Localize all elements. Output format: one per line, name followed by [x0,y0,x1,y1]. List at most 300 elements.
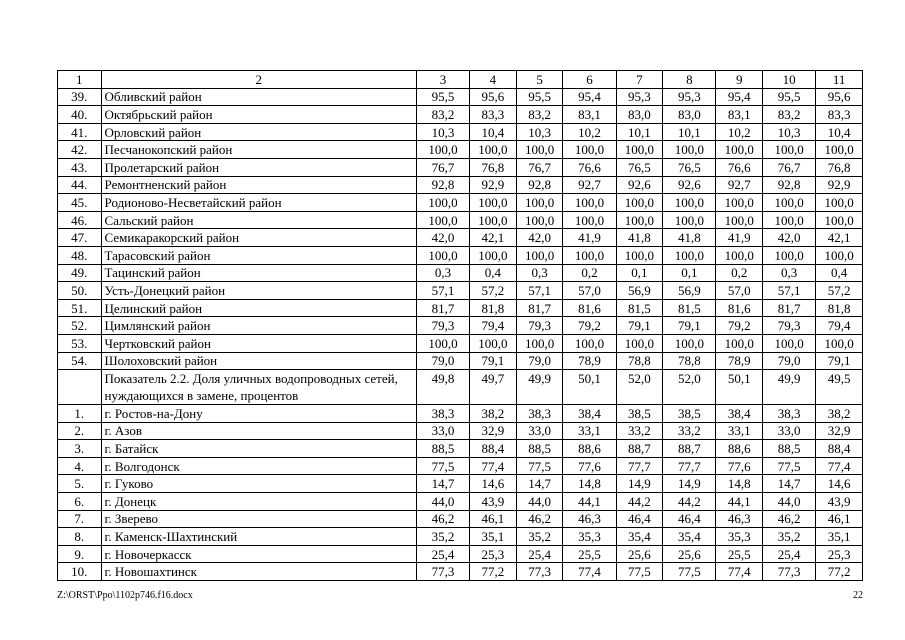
row-number: 2. [58,422,102,440]
value-cell: 0,1 [616,264,663,282]
value-cell: 79,3 [516,317,563,335]
value-cell: 79,0 [516,352,563,370]
value-cell: 76,7 [516,158,563,176]
value-cell: 100,0 [763,141,816,159]
value-cell: 38,4 [563,405,616,423]
value-cell: 88,5 [516,440,563,458]
value-cell: 100,0 [716,211,763,229]
table-row [58,229,863,247]
value-cell: 79,0 [416,352,469,370]
table-body [58,71,863,581]
row-name: Ремонтненский район [101,176,416,194]
value-cell: 81,5 [663,299,716,317]
value-cell: 76,5 [616,158,663,176]
header-cell: 7 [616,71,663,89]
row-number: 41. [58,123,102,141]
header-cell: 8 [663,71,716,89]
table-row [58,475,863,493]
header-cell: 5 [516,71,563,89]
row-number: 3. [58,440,102,458]
footer-file-path: Z:\ORST\Ppo\1102p746.f16.docx [57,590,193,601]
value-cell: 44,0 [763,493,816,511]
value-cell: 100,0 [516,246,563,264]
table-header-row [58,71,863,89]
value-cell: 25,3 [816,545,863,563]
row-name: Усть-Донецкий район [101,282,416,300]
value-cell: 100,0 [616,141,663,159]
value-cell: 14,9 [616,475,663,493]
value-cell: 44,0 [416,493,469,511]
value-cell: 43,9 [816,493,863,511]
value-cell: 92,6 [663,176,716,194]
value-cell: 57,2 [470,282,517,300]
value-cell: 78,8 [663,352,716,370]
value-cell: 41,9 [716,229,763,247]
value-cell: 38,3 [516,405,563,423]
value-cell: 100,0 [763,334,816,352]
value-cell: 95,3 [663,88,716,106]
table-row [58,440,863,458]
value-cell: 100,0 [816,211,863,229]
header-cell: 10 [763,71,816,89]
value-cell: 100,0 [816,334,863,352]
value-cell: 0,3 [516,264,563,282]
header-cell: 3 [416,71,469,89]
value-cell: 46,3 [716,510,763,528]
table-row [58,106,863,124]
value-cell: 42,0 [416,229,469,247]
value-cell: 57,1 [416,282,469,300]
value-cell: 44,2 [663,493,716,511]
value-cell: 25,6 [616,545,663,563]
row-name: Тацинский район [101,264,416,282]
value-cell: 77,4 [716,563,763,581]
row-name: г. Каменск-Шахтинский [101,528,416,546]
row-number: 44. [58,176,102,194]
value-cell: 100,0 [470,194,517,212]
row-name: Сальский район [101,211,416,229]
row-name: г. Новочеркасск [101,545,416,563]
value-cell: 100,0 [816,194,863,212]
value-cell: 14,9 [663,475,716,493]
value-cell: 25,6 [663,545,716,563]
value-cell: 33,2 [663,422,716,440]
value-cell: 35,3 [563,528,616,546]
value-cell: 76,5 [663,158,716,176]
value-cell: 25,3 [470,545,517,563]
value-cell: 92,8 [516,176,563,194]
row-name: г. Зверево [101,510,416,528]
value-cell: 92,8 [763,176,816,194]
row-number: 4. [58,457,102,475]
row-name: Цимлянский район [101,317,416,335]
value-cell: 46,2 [763,510,816,528]
value-cell: 77,3 [416,563,469,581]
value-cell: 14,8 [563,475,616,493]
value-cell: 33,1 [716,422,763,440]
row-number: 46. [58,211,102,229]
value-cell: 100,0 [563,246,616,264]
value-cell: 10,3 [416,123,469,141]
value-cell: 0,4 [816,264,863,282]
value-cell: 100,0 [563,334,616,352]
row-name: г. Батайск [101,440,416,458]
table-row [58,334,863,352]
value-cell: 10,2 [716,123,763,141]
value-cell: 100,0 [470,141,517,159]
value-cell: 81,7 [763,299,816,317]
value-cell: 46,3 [563,510,616,528]
value-cell: 95,4 [716,88,763,106]
value-cell: 33,2 [616,422,663,440]
value-cell: 0,2 [563,264,616,282]
value-cell: 100,0 [716,334,763,352]
value-cell: 14,6 [816,475,863,493]
value-cell: 81,5 [616,299,663,317]
value-cell: 41,8 [616,229,663,247]
value-cell: 83,0 [616,106,663,124]
value-cell: 81,6 [563,299,616,317]
header-cell: 4 [470,71,517,89]
value-cell: 83,1 [563,106,616,124]
value-cell: 100,0 [763,211,816,229]
value-cell: 57,0 [716,282,763,300]
value-cell: 81,7 [416,299,469,317]
value-cell: 46,2 [416,510,469,528]
value-cell: 42,0 [516,229,563,247]
value-cell: 38,2 [470,405,517,423]
row-name: г. Гуково [101,475,416,493]
value-cell: 100,0 [663,211,716,229]
value-cell: 50,1 [563,370,616,405]
value-cell: 57,0 [563,282,616,300]
value-cell: 100,0 [470,246,517,264]
value-cell: 77,4 [470,457,517,475]
value-cell: 100,0 [416,246,469,264]
value-cell: 57,1 [516,282,563,300]
table-row [58,194,863,212]
value-cell: 38,3 [763,405,816,423]
value-cell: 41,8 [663,229,716,247]
value-cell: 35,1 [816,528,863,546]
value-cell: 10,4 [470,123,517,141]
value-cell: 25,4 [516,545,563,563]
value-cell: 77,5 [416,457,469,475]
row-name: Шолоховский район [101,352,416,370]
value-cell: 92,8 [416,176,469,194]
value-cell: 25,5 [716,545,763,563]
value-cell: 100,0 [663,334,716,352]
value-cell: 33,0 [763,422,816,440]
row-name: Чертковский район [101,334,416,352]
value-cell: 57,1 [763,282,816,300]
value-cell: 77,6 [716,457,763,475]
value-cell: 38,5 [663,405,716,423]
value-cell: 83,2 [516,106,563,124]
table-row [58,405,863,423]
table-row [58,493,863,511]
value-cell: 0,4 [470,264,517,282]
value-cell: 44,2 [616,493,663,511]
table-row [58,123,863,141]
row-number: 5. [58,475,102,493]
value-cell: 83,1 [716,106,763,124]
row-number: 45. [58,194,102,212]
value-cell: 83,2 [416,106,469,124]
value-cell: 14,7 [516,475,563,493]
table-row [58,264,863,282]
row-number: 47. [58,229,102,247]
row-name: Родионово-Несветайский район [101,194,416,212]
value-cell: 10,3 [516,123,563,141]
value-cell: 0,3 [763,264,816,282]
value-cell: 35,4 [616,528,663,546]
row-name: г. Ростов-на-Дону [101,405,416,423]
value-cell: 100,0 [516,211,563,229]
value-cell: 92,9 [470,176,517,194]
value-cell: 25,5 [563,545,616,563]
value-cell: 14,6 [470,475,517,493]
value-cell: 77,6 [563,457,616,475]
value-cell: 100,0 [470,334,517,352]
table-row [58,176,863,194]
value-cell: 95,4 [563,88,616,106]
value-cell: 0,2 [716,264,763,282]
table-row [58,299,863,317]
value-cell: 14,7 [763,475,816,493]
data-table [57,70,863,581]
value-cell: 35,4 [663,528,716,546]
row-name: Тарасовский район [101,246,416,264]
value-cell: 10,1 [616,123,663,141]
value-cell: 10,4 [816,123,863,141]
value-cell: 38,3 [416,405,469,423]
value-cell: 79,1 [816,352,863,370]
row-number: 50. [58,282,102,300]
value-cell: 77,3 [763,563,816,581]
value-cell: 49,5 [816,370,863,405]
row-number: 6. [58,493,102,511]
value-cell: 79,3 [416,317,469,335]
value-cell: 46,1 [816,510,863,528]
table-row [58,282,863,300]
value-cell: 100,0 [763,246,816,264]
value-cell: 88,4 [470,440,517,458]
value-cell: 77,7 [616,457,663,475]
value-cell: 76,8 [816,158,863,176]
header-cell: 2 [101,71,416,89]
value-cell: 92,7 [563,176,616,194]
value-cell: 100,0 [663,246,716,264]
row-number: 1. [58,405,102,423]
value-cell: 100,0 [563,194,616,212]
value-cell: 95,6 [470,88,517,106]
value-cell: 100,0 [416,334,469,352]
value-cell: 79,2 [563,317,616,335]
value-cell: 77,5 [616,563,663,581]
value-cell: 95,6 [816,88,863,106]
row-number: 49. [58,264,102,282]
value-cell: 49,9 [516,370,563,405]
table-row [58,211,863,229]
row-name: Октябрьский район [101,106,416,124]
table-row [58,422,863,440]
value-cell: 100,0 [663,141,716,159]
value-cell: 100,0 [816,246,863,264]
footer-page-number: 22 [853,590,863,601]
value-cell: 100,0 [416,211,469,229]
value-cell: 79,1 [616,317,663,335]
value-cell: 81,8 [816,299,863,317]
value-cell: 49,9 [763,370,816,405]
value-cell: 52,0 [663,370,716,405]
value-cell: 10,1 [663,123,716,141]
value-cell: 95,5 [516,88,563,106]
value-cell: 33,0 [516,422,563,440]
row-name: Показатель 2.2. Доля уличных водопроводных сетей, нуждающихся в замене, процентов [101,370,416,405]
value-cell: 42,1 [816,229,863,247]
value-cell: 77,3 [516,563,563,581]
value-cell: 83,2 [763,106,816,124]
row-number: 54. [58,352,102,370]
table-row [58,246,863,264]
row-number: 43. [58,158,102,176]
value-cell: 76,6 [716,158,763,176]
value-cell: 100,0 [416,141,469,159]
row-number: 42. [58,141,102,159]
value-cell: 10,3 [763,123,816,141]
value-cell: 35,2 [763,528,816,546]
value-cell: 56,9 [663,282,716,300]
table-row [58,317,863,335]
header-cell: 9 [716,71,763,89]
row-name: г. Донецк [101,493,416,511]
table-row [58,88,863,106]
row-name: Пролетарский район [101,158,416,176]
value-cell: 100,0 [663,194,716,212]
value-cell: 88,5 [416,440,469,458]
value-cell: 10,2 [563,123,616,141]
value-cell: 100,0 [716,194,763,212]
row-name: Семикаракорский район [101,229,416,247]
value-cell: 77,2 [470,563,517,581]
row-number: 48. [58,246,102,264]
value-cell: 100,0 [563,141,616,159]
value-cell: 88,6 [563,440,616,458]
value-cell: 38,4 [716,405,763,423]
value-cell: 81,7 [516,299,563,317]
value-cell: 76,8 [470,158,517,176]
value-cell: 77,5 [763,457,816,475]
value-cell: 88,4 [816,440,863,458]
value-cell: 42,0 [763,229,816,247]
value-cell: 100,0 [816,141,863,159]
value-cell: 76,6 [563,158,616,176]
row-name: г. Азов [101,422,416,440]
value-cell: 76,7 [763,158,816,176]
value-cell: 14,8 [716,475,763,493]
value-cell: 14,7 [416,475,469,493]
value-cell: 79,3 [763,317,816,335]
row-number: 40. [58,106,102,124]
value-cell: 44,0 [516,493,563,511]
value-cell: 35,2 [416,528,469,546]
value-cell: 43,9 [470,493,517,511]
value-cell: 100,0 [416,194,469,212]
value-cell: 95,5 [416,88,469,106]
row-name: Обливский район [101,88,416,106]
value-cell: 46,2 [516,510,563,528]
value-cell: 77,2 [816,563,863,581]
table-row [58,457,863,475]
value-cell: 83,3 [470,106,517,124]
value-cell: 78,8 [616,352,663,370]
row-number: 52. [58,317,102,335]
value-cell: 95,5 [763,88,816,106]
table-row [58,545,863,563]
table-row [58,352,863,370]
value-cell: 77,5 [516,457,563,475]
value-cell: 0,3 [416,264,469,282]
row-name: г. Волгодонск [101,457,416,475]
row-number: 7. [58,510,102,528]
header-cell: 11 [816,71,863,89]
value-cell: 49,8 [416,370,469,405]
value-cell: 83,3 [816,106,863,124]
row-number: 8. [58,528,102,546]
value-cell: 100,0 [716,141,763,159]
value-cell: 50,1 [716,370,763,405]
value-cell: 79,1 [470,352,517,370]
value-cell: 100,0 [516,334,563,352]
value-cell: 79,2 [716,317,763,335]
value-cell: 33,1 [563,422,616,440]
value-cell: 33,0 [416,422,469,440]
value-cell: 100,0 [516,194,563,212]
value-cell: 46,1 [470,510,517,528]
row-number: 39. [58,88,102,106]
value-cell: 78,9 [716,352,763,370]
value-cell: 41,9 [563,229,616,247]
value-cell: 77,7 [663,457,716,475]
value-cell: 100,0 [616,246,663,264]
value-cell: 95,3 [616,88,663,106]
value-cell: 32,9 [470,422,517,440]
value-cell: 35,3 [716,528,763,546]
value-cell: 78,9 [563,352,616,370]
value-cell: 100,0 [563,211,616,229]
row-name: Песчанокопский район [101,141,416,159]
value-cell: 81,6 [716,299,763,317]
value-cell: 88,7 [616,440,663,458]
row-number: 53. [58,334,102,352]
value-cell: 57,2 [816,282,863,300]
value-cell: 100,0 [763,194,816,212]
value-cell: 35,2 [516,528,563,546]
value-cell: 49,7 [470,370,517,405]
value-cell: 81,8 [470,299,517,317]
table-row [58,158,863,176]
value-cell: 52,0 [616,370,663,405]
value-cell: 38,2 [816,405,863,423]
value-cell: 79,1 [663,317,716,335]
table-row [58,510,863,528]
value-cell: 100,0 [470,211,517,229]
value-cell: 0,1 [663,264,716,282]
value-cell: 79,4 [470,317,517,335]
value-cell: 100,0 [516,141,563,159]
value-cell: 46,4 [616,510,663,528]
